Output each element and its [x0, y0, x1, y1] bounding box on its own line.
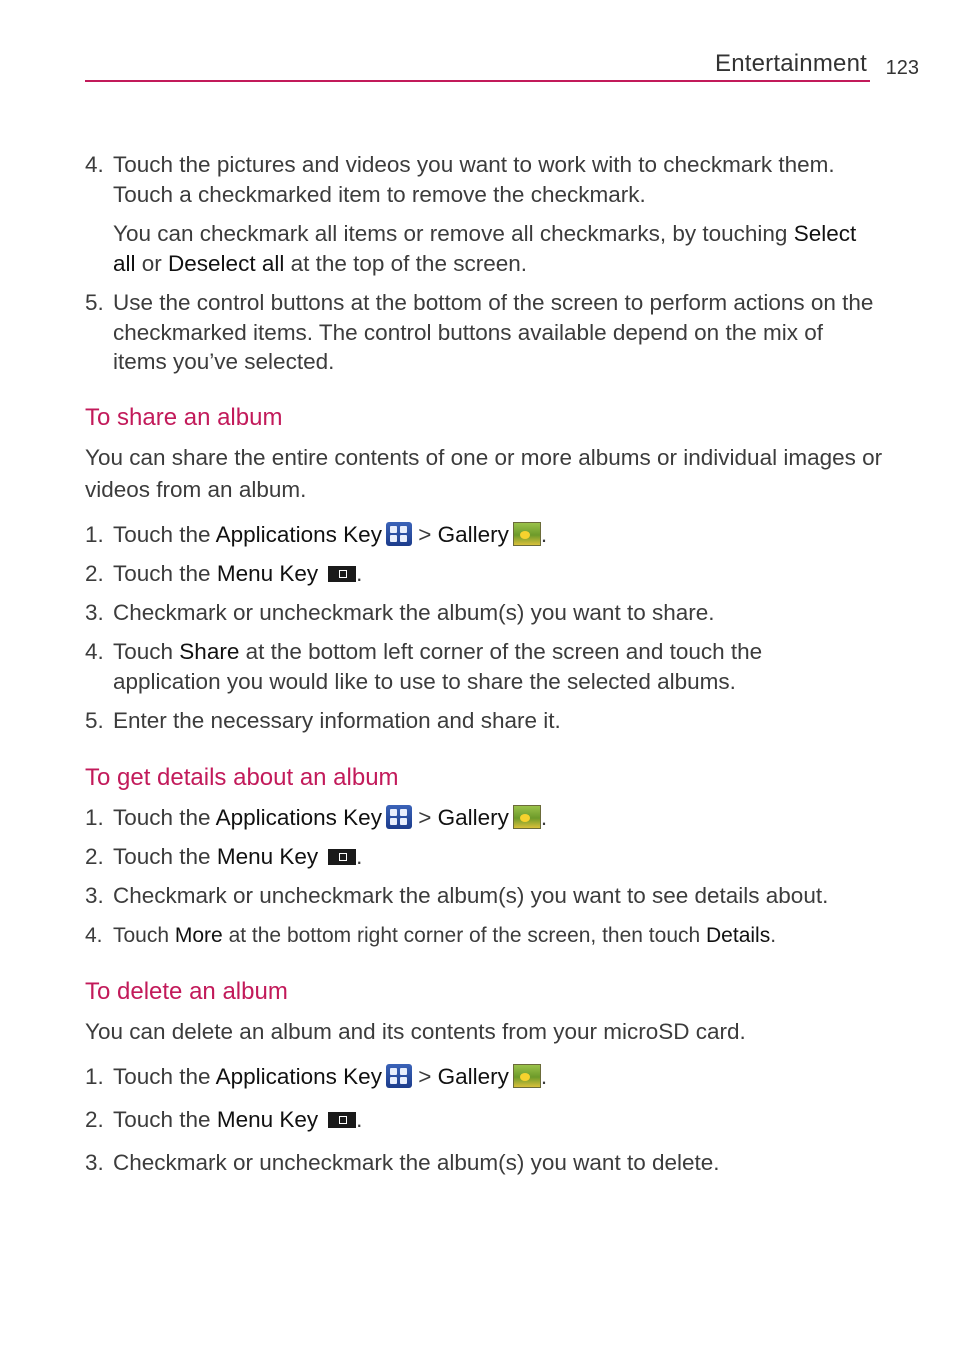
heading-share-album: To share an album [85, 404, 283, 431]
checkmark-note: You can checkmark all items or remove all checkmarks, by touching Select all or Deselect all at the top of the screen. [113, 221, 857, 276]
list-item: 4. Touch the pictures and videos you want to work with to checkmark them. Touch a checkmarked item to remove the checkmark. [85, 152, 835, 207]
header-rule [85, 80, 870, 82]
gallery-icon [513, 1064, 541, 1088]
menu-key-icon [328, 1112, 356, 1128]
list-item: 3. Checkmark or uncheckmark the album(s) you want to see details about. [85, 883, 829, 908]
deselect-all-label: Deselect all [168, 250, 285, 276]
page-number: 123 [885, 57, 919, 79]
list-item: 3. Checkmark or uncheckmark the album(s) you want to share. [85, 600, 715, 625]
gallery-icon [513, 805, 541, 829]
list-item: 3. Checkmark or uncheckmark the album(s) you want to delete. [85, 1150, 720, 1175]
gallery-icon [513, 522, 541, 546]
applications-key-icon [386, 522, 412, 546]
list-item: 2. Touch the Menu Key . [85, 561, 363, 586]
menu-key-icon [328, 566, 356, 582]
section-title: Entertainment [714, 50, 867, 77]
delete-intro: You can delete an album and its contents from your microSD card. [85, 1019, 746, 1044]
list-item: 4. Touch More at the bottom right corner of the screen, then touch Details. [85, 924, 777, 947]
list-item: 5. Enter the necessary information and share it. [85, 708, 561, 733]
menu-key-icon [328, 849, 356, 865]
select-all-label: Select all [113, 221, 857, 276]
applications-key-icon [386, 805, 412, 829]
list-item: 1. Touch the Applications Key > Gallery . [85, 1064, 548, 1089]
share-intro: You can share the entire contents of one or more albums or individual images or videos from an album. [85, 445, 883, 502]
list-item: 4. Touch Share at the bottom left corner of the screen and touch the application you would like to use to share the selected albums. [85, 639, 763, 694]
page-header [85, 48, 919, 88]
list-item: 1. Touch the Applications Key > Gallery . [85, 805, 548, 830]
heading-delete-album: To delete an album [85, 978, 288, 1005]
list-item: 2. Touch the Menu Key . [85, 1107, 363, 1132]
list-item: 5. Use the control buttons at the bottom of the screen to perform actions on the checkmarked items. The control buttons available depend on the mix of items you’ve selected. [85, 290, 874, 374]
list-item: 2. Touch the Menu Key . [85, 844, 363, 869]
list-item: 1. Touch the Applications Key > Gallery . [85, 522, 548, 547]
heading-details-album: To get details about an album [85, 764, 399, 791]
applications-key-icon [386, 1064, 412, 1088]
